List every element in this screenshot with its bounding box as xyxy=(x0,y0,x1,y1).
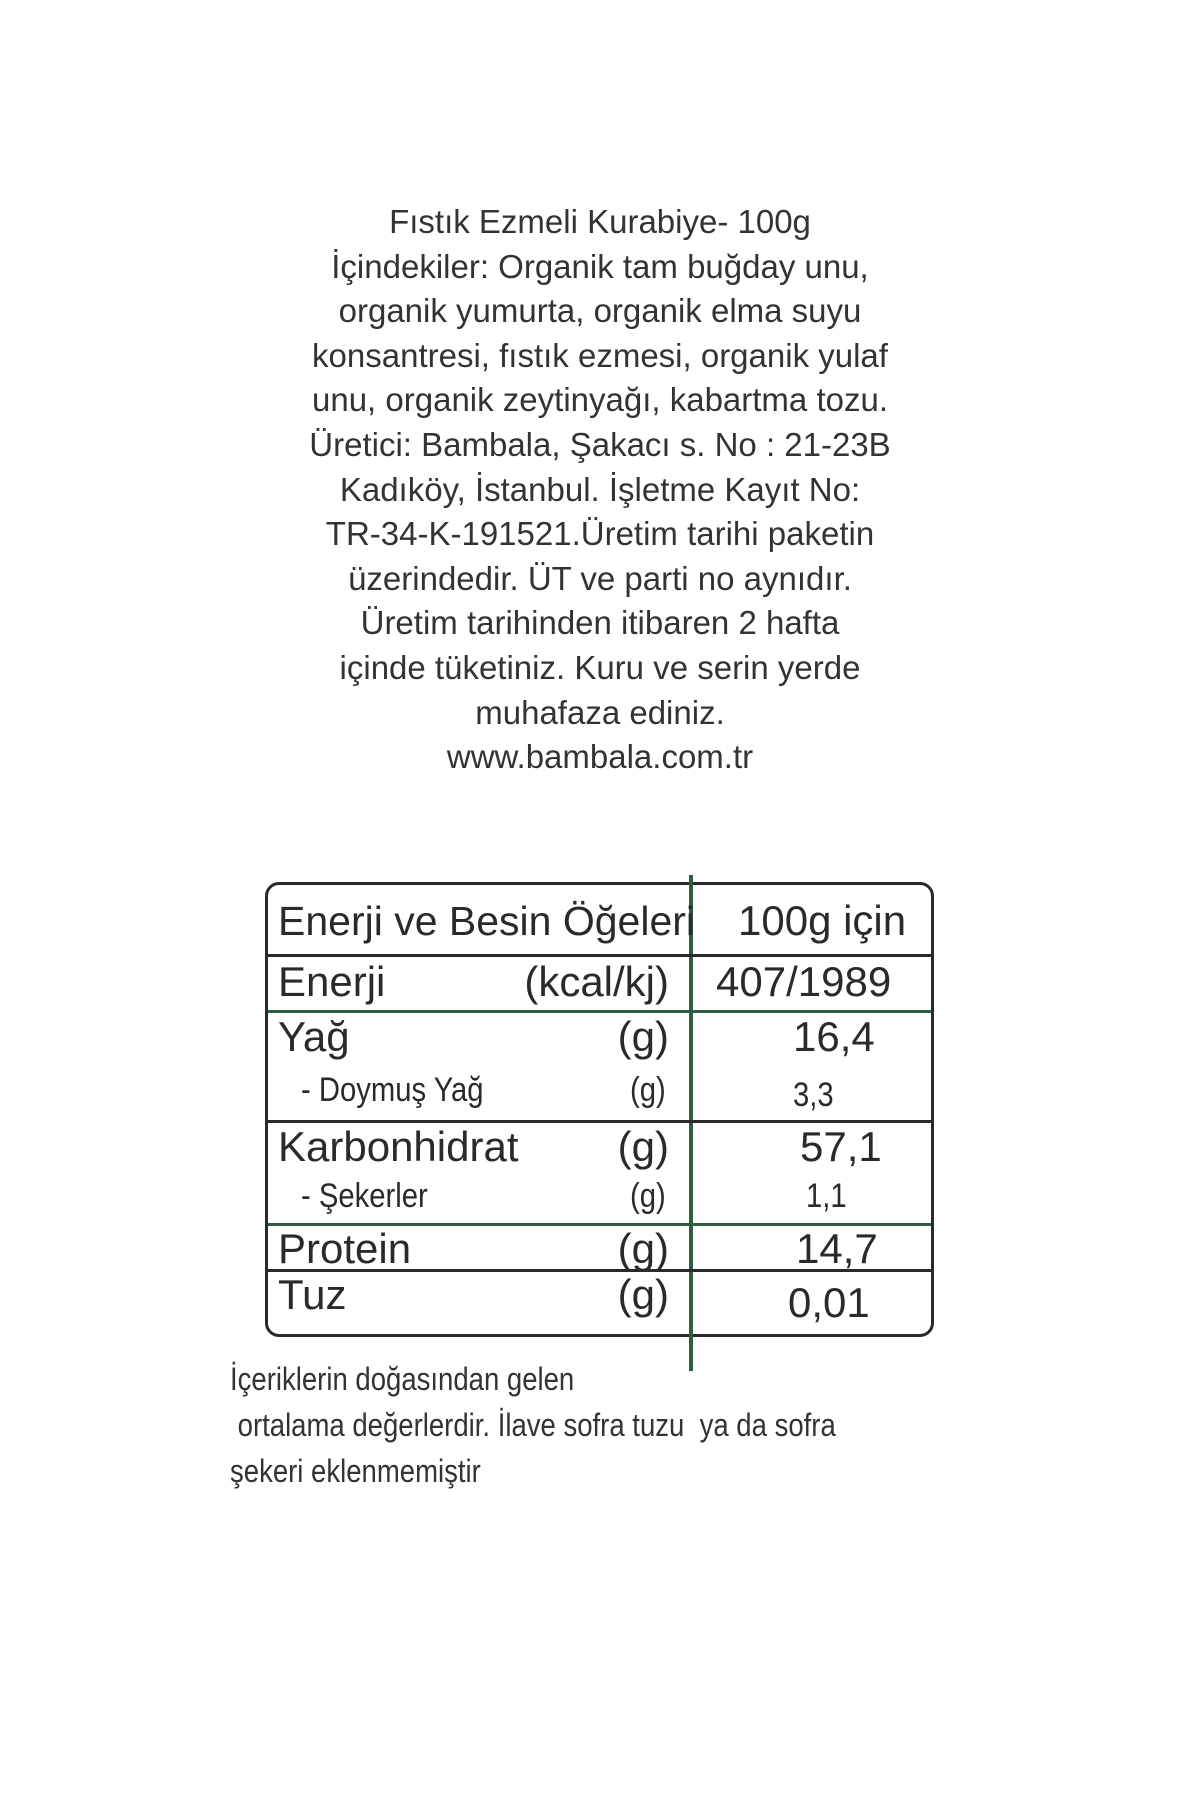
ingredients-line: İçindekiler: Organik tam buğday unu, xyxy=(331,247,869,285)
storage-line: muhafaza ediniz. xyxy=(475,693,725,731)
ingredients-line: konsantresi, fıstık ezmesi, organik yulaf xyxy=(312,336,888,374)
row-name-protein: Protein xyxy=(278,1225,412,1272)
producer-line: Kadıköy, İstanbul. İşletme Kayıt No: xyxy=(339,470,861,508)
row-unit-energy: (kcal/kj) xyxy=(524,958,669,1005)
row-value-fat: 16,4 xyxy=(793,1013,875,1060)
row-value-energy: 407/1989 xyxy=(716,958,892,1005)
product-title: Fıstık Ezmeli Kurabiye- 100g xyxy=(389,203,811,240)
row-name-energy: Enerji xyxy=(278,958,386,1005)
row-divider xyxy=(268,954,931,957)
row-value-sugars: 1,1 xyxy=(806,1177,847,1215)
row-unit-salt: (g) xyxy=(617,1271,669,1318)
ingredients-line: organik yumurta, organik elma suyu xyxy=(338,292,862,330)
row-value-carbohydrate: 57,1 xyxy=(800,1123,882,1170)
production-date-line: üzerindedir. ÜT ve parti no aynıdır. xyxy=(348,559,852,597)
registration-line: TR-34-K-191521.Üretim tarihi paketin xyxy=(325,515,875,553)
column-divider xyxy=(689,875,693,1371)
table-header-name: Enerji ve Besin Öğeleri xyxy=(278,898,696,944)
row-unit-carbohydrate: (g) xyxy=(617,1123,669,1170)
footnote-line: şekeri eklenmemiştir xyxy=(230,1453,481,1489)
label-text-block xyxy=(170,200,1030,780)
website-text: www.bambala.com.tr xyxy=(446,738,754,776)
row-unit-fat: (g) xyxy=(617,1013,669,1060)
footnote-line: ortalama değerlerdir. İlave sofra tuzu ya da sofra xyxy=(230,1407,836,1443)
storage-line: içinde tüketiniz. Kuru ve serin yerde xyxy=(339,648,861,686)
row-name-fat: Yağ xyxy=(278,1013,350,1060)
row-unit-sugars: (g) xyxy=(630,1177,666,1215)
row-value-saturated-fat: 3,3 xyxy=(793,1076,834,1114)
row-name-carbohydrate: Karbonhidrat xyxy=(278,1123,519,1170)
row-name-salt: Tuz xyxy=(278,1271,347,1318)
consumption-line: Üretim tarihinden itibaren 2 hafta xyxy=(360,604,840,642)
row-name-saturated-fat: - Doymuş Yağ xyxy=(301,1071,484,1109)
producer-line: Üretici: Bambala, Şakacı s. No : 21-23B xyxy=(309,425,891,463)
footnote-line: İçeriklerin doğasından gelen xyxy=(230,1361,575,1397)
row-value-salt: 0,01 xyxy=(788,1279,870,1326)
nutrition-table xyxy=(265,882,934,1337)
row-name-sugars: - Şekerler xyxy=(301,1177,428,1215)
row-unit-saturated-fat: (g) xyxy=(630,1071,666,1109)
table-header-value: 100g için xyxy=(738,897,907,944)
footnote-block xyxy=(230,1356,836,1494)
row-unit-protein: (g) xyxy=(617,1225,669,1272)
row-value-protein: 14,7 xyxy=(796,1225,878,1272)
ingredients-line: unu, organik zeytinyağı, kabartma tozu. xyxy=(312,381,888,419)
